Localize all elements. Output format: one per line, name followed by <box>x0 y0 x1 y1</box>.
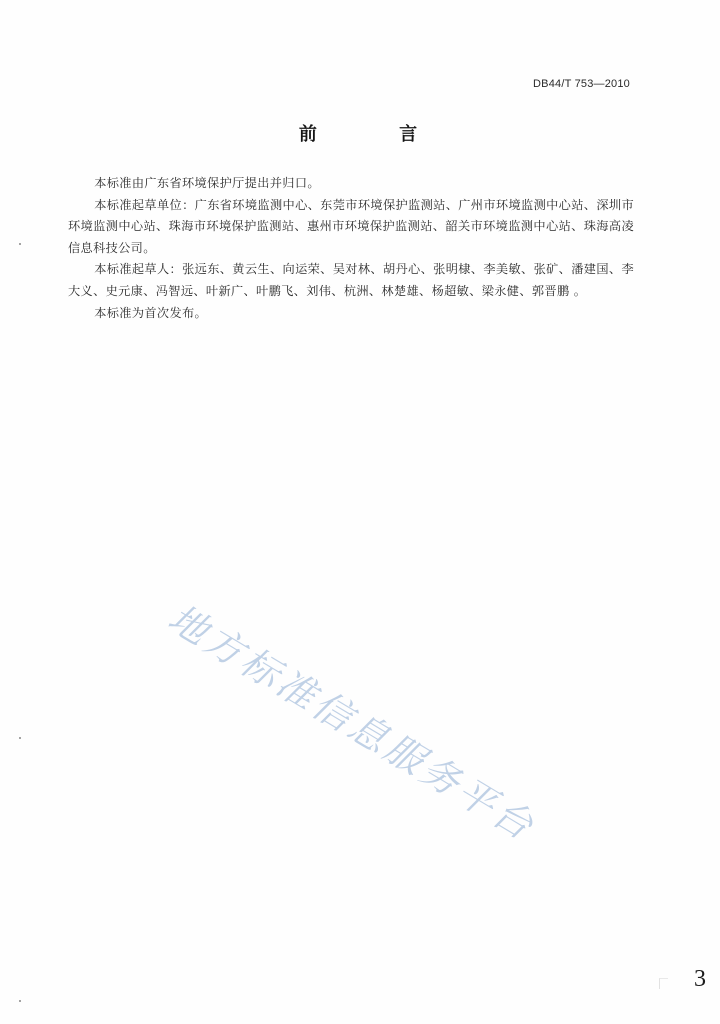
watermark: 地方标准信息服务平台 <box>160 595 544 850</box>
scan-corner-mark <box>659 978 668 989</box>
page-number: 3 <box>694 966 706 992</box>
scan-dot <box>19 737 21 739</box>
paragraph-first-release: 本标准为首次发布。 <box>94 305 208 320</box>
scan-dot <box>19 1000 21 1002</box>
page-title: 前 言 <box>298 124 456 145</box>
foreword-content <box>68 173 634 324</box>
paragraph-proposer: 本标准由广东省环境保护厅提出并归口。 <box>94 176 320 190</box>
paragraph-drafting-units: 本标准起草单位：广东省环境监测中心、东莞市环境保护监测站、广州市环境监测中心站、深圳市环境监测中心站、珠海市环境保护监测站、惠州市环境保护监测站、韶关市环境监测中心站、珠海高凌信息科技公司。 <box>68 197 634 255</box>
paragraph-drafters: 本标准起草人：张远东、黄云生、向运荣、吴对林、胡丹心、张明棣、李美敏、张矿、潘建国、李大义、史元康、冯智远、叶新广、叶鹏飞、刘伟、杭洲、林楚雄、杨超敏、梁永健、郭晋鹏 。 <box>68 262 634 298</box>
scan-dot <box>19 243 21 245</box>
standard-code: DB44/T 753—2010 <box>533 78 630 90</box>
